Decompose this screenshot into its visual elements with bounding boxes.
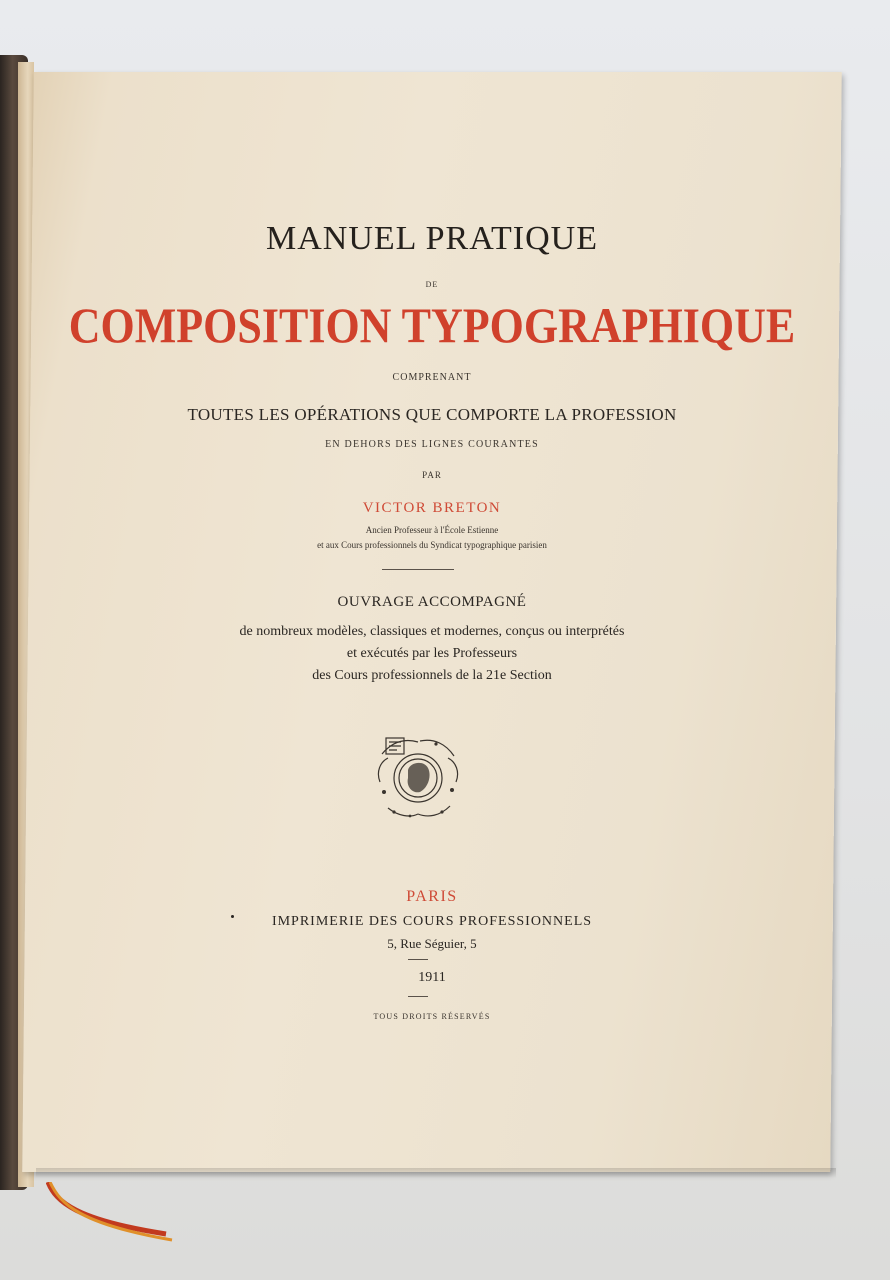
accompanied-line-3-text: des Cours professionnels de la 21e Section: [312, 668, 552, 683]
subtitle-tail: EN DEHORS DES LIGNES COURANTES: [325, 439, 539, 450]
title-line-1: MANUEL PRATIQUE: [265, 220, 598, 257]
author-name: VICTOR BRETON: [362, 500, 502, 516]
publisher-address: 5, Rue Séguier, 5: [387, 936, 477, 951]
accompanied-line-1: de nombreux modèles, classiques et modernes, conçus ou interprétés: [239, 624, 625, 639]
publication-year: 1911: [418, 970, 446, 985]
publication-city: PARIS: [406, 888, 458, 905]
by-label: PAR: [422, 470, 442, 480]
title-connector: DE: [425, 280, 439, 289]
subtitle-main: TOUTES LES OPÉRATIONS QUE COMPORTE LA PROFESSION: [187, 405, 677, 424]
accompanied-line-2: et exécutés par les Professeurs: [346, 646, 518, 661]
accompanied-heading: OUVRAGE ACCOMPAGNÉ: [337, 594, 527, 610]
publisher-name: IMPRIMERIE DES COURS PROFESSIONNELS: [271, 914, 593, 929]
author-role-line-2: et aux Cours professionnels du Syndicat typographique parisien: [317, 540, 547, 550]
title-page-content: [28, 72, 836, 1172]
printer-mark-icon: [374, 732, 462, 820]
main-title: COMPOSITION TYPOGRAPHIQUE: [68, 298, 796, 353]
bookmark-ribbon: [46, 1182, 176, 1242]
year-dash-top: [408, 959, 428, 960]
year-dash-bottom: [408, 996, 428, 997]
rights-notice: TOUS DROITS RÉSERVÉS: [373, 1012, 491, 1021]
divider-rule: [382, 569, 454, 570]
subtitle-intro: COMPRENANT: [392, 372, 472, 383]
ink-speck: [231, 915, 234, 918]
author-role-line-1: Ancien Professeur à l'École Estienne: [365, 525, 499, 535]
accompanied-line-3: [28, 668, 836, 684]
